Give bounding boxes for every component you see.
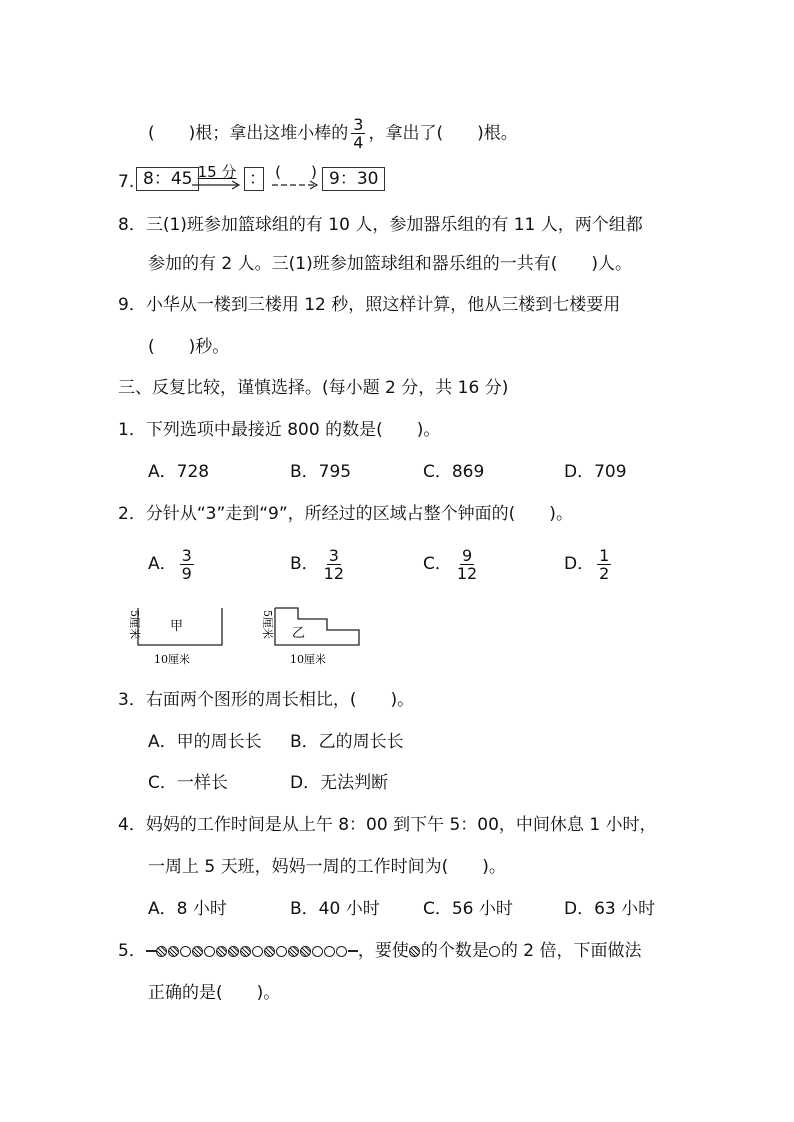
mc2-stem: 2．分针从“3”走到“9”，所经过的区域占整个钟面的( )。 [118, 504, 573, 524]
q9-line1: 9．小华从一楼到三楼用 12 秒，照这样计算，他从三楼到七楼要用 [118, 295, 621, 315]
white-bead-icon [312, 946, 323, 957]
mc2-d-num: 1 [599, 545, 610, 565]
perimeter-figures [112, 600, 372, 672]
mc3-option-c[interactable]: C．一样长 [148, 773, 228, 793]
gray-bead-icon [288, 946, 299, 957]
jia-side-label: 5厘米 [128, 610, 141, 639]
mc4-option-c[interactable]: C．56 小时 [423, 899, 513, 919]
q7-end-time: 9：30 [329, 169, 379, 189]
mc4-option-b[interactable]: B．40 小时 [290, 899, 380, 919]
q7-arrow2-label[interactable]: ( ) [275, 163, 317, 181]
gray-bead-icon [192, 946, 203, 957]
gray-bead-icon [300, 946, 311, 957]
mc2-a-label: A． [148, 554, 177, 574]
gray-bead-icon [168, 946, 179, 957]
q6-frac-num: 3 [353, 115, 364, 134]
white-bead-icon [324, 946, 335, 957]
q6-text2: ，拿出了( )根。 [368, 123, 518, 144]
q6-continuation [148, 116, 518, 151]
q6-blank1[interactable]: ( ) [148, 123, 196, 144]
mc1-option-b[interactable]: B．795 [290, 462, 352, 482]
mc5-text1: ，要使 [357, 941, 409, 961]
mc4-option-d[interactable]: D．63 小时 [564, 899, 656, 919]
section3-heading: 三、反复比较，谨慎选择。(每小题 2 分，共 16 分) [118, 378, 509, 398]
mc2-option-a[interactable] [148, 544, 197, 584]
mc2-d-den: 2 [599, 563, 610, 583]
q7-end-box [322, 167, 385, 191]
bead-wire-left [146, 950, 156, 951]
yi-bottom-label: 10厘米 [290, 653, 326, 666]
q8-line1: 8．三(1)班参加篮球组的有 10 人，参加器乐组的有 11 人，两个组都 [118, 215, 643, 235]
yi-name: 乙 [292, 626, 306, 641]
mc3-option-a[interactable]: A．甲的周长长 [148, 732, 262, 752]
white-bead-icon [489, 946, 500, 957]
q6-frac-den: 4 [353, 133, 364, 152]
mc2-a-num: 3 [181, 545, 192, 565]
mc3-option-b[interactable]: B．乙的周长长 [290, 732, 404, 752]
q7-arrow1-label: 15 分 [197, 163, 237, 181]
gray-bead-icon [156, 946, 167, 957]
yi-side-label: 5厘米 [261, 610, 274, 639]
q7-start-box [136, 167, 199, 191]
figure-yi [261, 608, 359, 666]
mc2-d-label: D． [564, 554, 595, 574]
mc2-b-den: 12 [323, 563, 345, 583]
gray-bead-icon [409, 946, 420, 957]
white-bead-icon [336, 946, 347, 957]
mc5-line2: 正确的是( )。 [148, 983, 281, 1003]
mc5-text3: 的 2 倍，下面做法 [500, 941, 642, 961]
white-bead-icon [276, 946, 287, 957]
mc2-b-num: 3 [328, 545, 339, 565]
q8-line2: 参加的有 2 人。三(1)班参加篮球组和器乐组的一共有( )人。 [148, 254, 632, 274]
mc5-text2: 的个数是 [420, 941, 489, 961]
gray-bead-icon [216, 946, 227, 957]
q6-text1: 根；拿出这堆小棒的 [195, 123, 349, 144]
mc1-stem: 1．下列选项中最接近 800 的数是( )。 [118, 420, 441, 440]
mc3-stem: 3．右面两个图形的周长相比，( )。 [118, 690, 415, 710]
mc2-a-fraction [180, 547, 194, 582]
q7-arrow1-icon [192, 180, 242, 190]
mc2-option-c[interactable] [423, 544, 482, 584]
mc2-c-label: C． [423, 554, 452, 574]
mc2-option-d[interactable] [564, 544, 614, 584]
mc2-c-den: 12 [456, 563, 478, 583]
q9-line2: ( )秒。 [148, 337, 230, 357]
mc4-option-a[interactable]: A．8 小时 [148, 899, 227, 919]
q7-middle-colon: ： [249, 169, 266, 189]
mc1-option-d[interactable]: D．709 [564, 462, 627, 482]
mc1-option-a[interactable]: A．728 [148, 462, 210, 482]
jia-name: 甲 [170, 619, 184, 634]
mc4-line1: 4．妈妈的工作时间是从上午 8：00 到下午 5：00，中间休息 1 小时， [118, 815, 657, 835]
mc5-line1 [118, 939, 641, 963]
gray-bead-icon [240, 946, 251, 957]
mc2-c-num: 9 [461, 545, 473, 565]
mc2-b-label: B． [290, 554, 319, 574]
mc2-d-fraction [597, 547, 611, 582]
bead-wire-right [348, 950, 358, 951]
white-bead-icon [252, 946, 263, 957]
yi-shape [275, 608, 359, 645]
q7-middle-box[interactable] [244, 167, 264, 191]
mc4-line2: 一周上 5 天班，妈妈一周的工作时间为( )。 [148, 857, 506, 877]
q7-arrow1 [192, 164, 242, 190]
q7-number: 7. [118, 172, 135, 192]
mc5-number: 5． [118, 941, 146, 961]
mc2-b-fraction [322, 547, 346, 582]
white-bead-icon [180, 946, 191, 957]
q7-line [118, 170, 134, 194]
gray-bead-icon [264, 946, 275, 957]
bead-string [146, 946, 358, 957]
mc3-option-d[interactable]: D．无法判断 [290, 773, 389, 793]
q7-arrow2 [272, 164, 320, 190]
white-bead-icon [204, 946, 215, 957]
mc2-option-b[interactable] [290, 544, 349, 584]
jia-bottom-label: 10厘米 [154, 653, 190, 666]
mc1-option-c[interactable]: C．869 [423, 462, 485, 482]
q7-start-time: 8：45 [143, 169, 193, 189]
figure-jia [128, 608, 222, 666]
q7-arrow2-icon [272, 180, 320, 190]
gray-bead-icon [228, 946, 239, 957]
q6-fraction [351, 116, 365, 151]
mc2-a-den: 9 [181, 563, 192, 583]
mc2-c-fraction [455, 547, 479, 582]
